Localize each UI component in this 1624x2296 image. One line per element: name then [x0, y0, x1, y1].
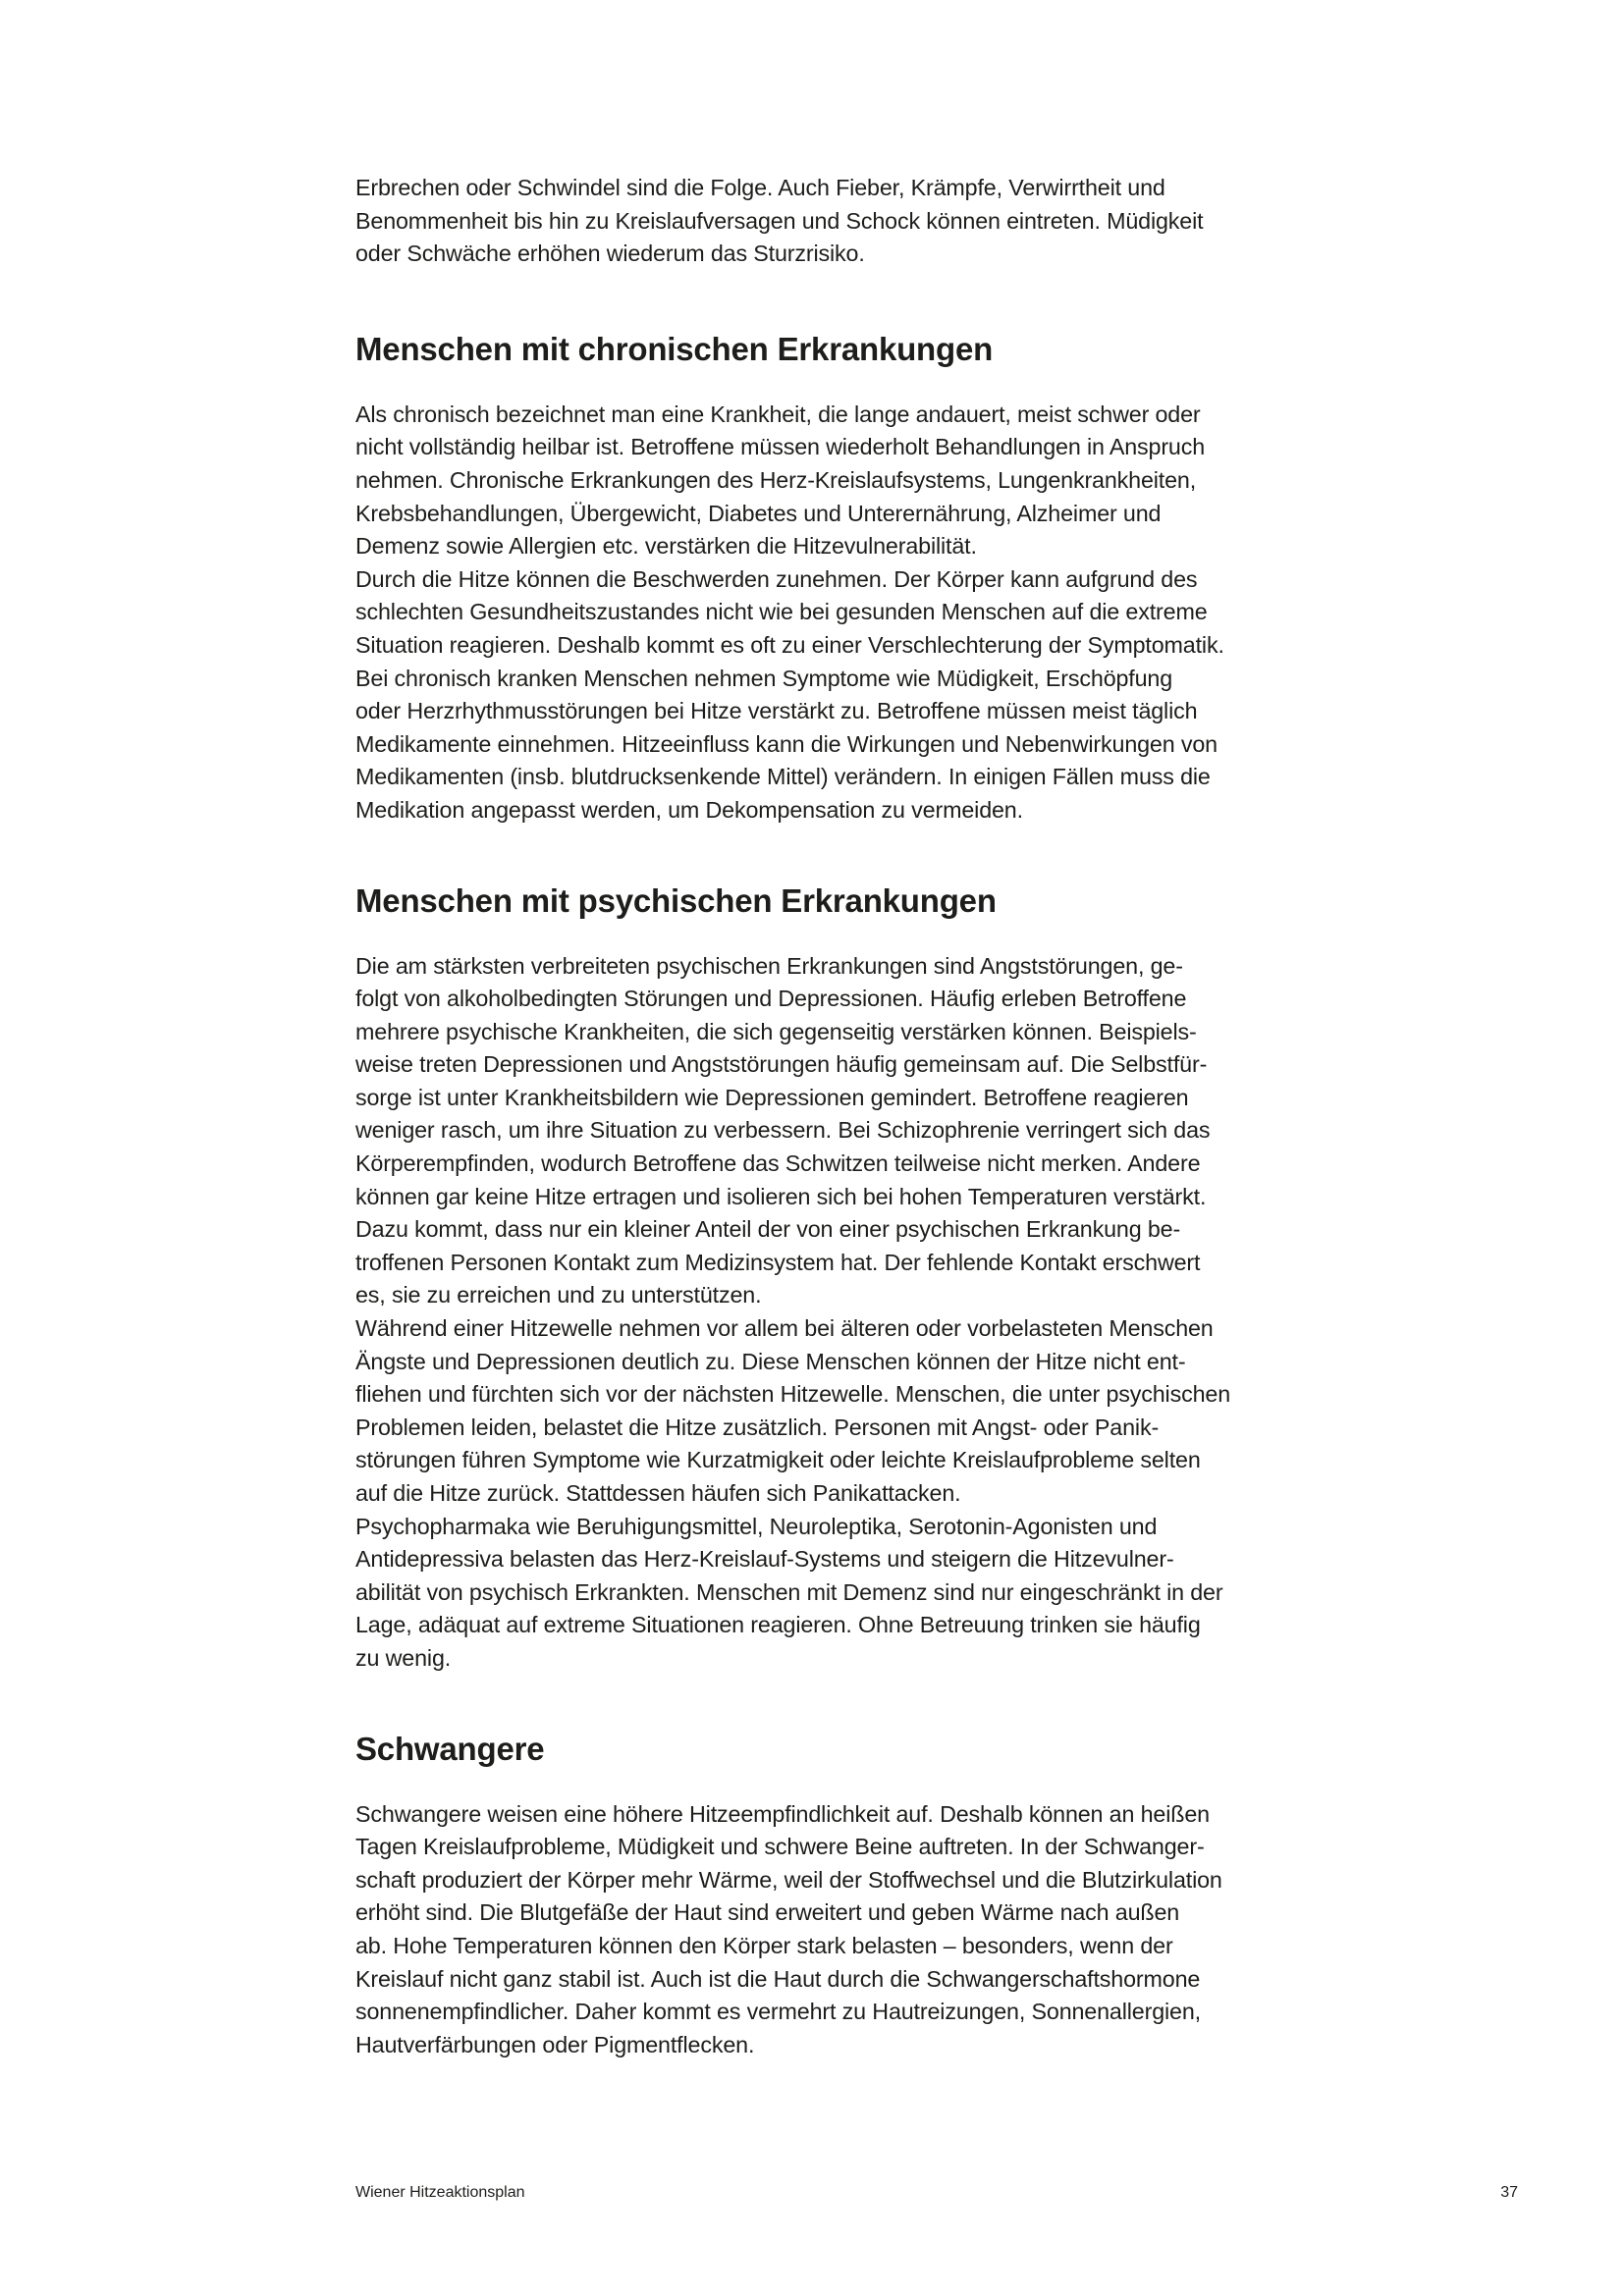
text-line: Problemen leiden, belastet die Hitze zusätzlich. Personen mit Angst- oder Panik-	[355, 1414, 1160, 1440]
text-line: Medikamente einnehmen. Hitzeeinfluss kann die Wirkungen und Nebenwirkungen von	[355, 730, 1218, 757]
section-title-chronic: Menschen mit chronischen Erkrankungen	[355, 330, 994, 367]
text-line: Bei chronisch kranken Menschen nehmen Symptome wie Müdigkeit, Erschöpfung	[355, 665, 1173, 691]
section-title-psychic: Menschen mit psychischen Erkrankungen	[355, 881, 997, 919]
text-line: störungen führen Symptome wie Kurzatmigkeit oder leichte Kreislaufprobleme selten	[355, 1447, 1201, 1473]
text-line: Erbrechen oder Schwindel sind die Folge. Auch Fieber, Krämpfe, Verwirrtheit und	[355, 175, 1165, 200]
text-line: schaft produziert der Körper mehr Wärme, weil der Stoffwechsel und die Blutzirkulation	[355, 1866, 1222, 1893]
text-line: ab. Hohe Temperaturen können den Körper stark belasten – besonders, wenn der	[355, 1932, 1173, 1958]
text-line: oder Schwäche erhöhen wiederum das Sturzrisiko.	[355, 240, 865, 267]
text-line: Tagen Kreislaufprobleme, Müdigkeit und schwere Beine auftreten. In der Schwanger-	[355, 1834, 1205, 1860]
text-line: nicht vollständig heilbar ist. Betroffene müssen wiederholt Behandlungen in Anspruch	[355, 434, 1206, 460]
text-line: fliehen und fürchten sich vor der nächsten Hitzewelle. Menschen, die unter psychischen	[355, 1381, 1231, 1408]
section-body-psychic	[355, 950, 1293, 1676]
text-line: auf die Hitze zurück. Stattdessen häufen sich Panikattacken.	[355, 1480, 961, 1506]
text-line: sonnenempfindlicher. Daher kommt es vermehrt zu Hautreizungen, Sonnenallergien,	[355, 1999, 1201, 2025]
text-line: Psychopharmaka wie Beruhigungsmittel, Neuroleptika, Serotonin-Agonisten und	[355, 1513, 1158, 1539]
footer-page-number: 37	[1500, 2184, 1518, 2201]
section-body-chronic	[355, 399, 1293, 828]
text-line: abilität von psychisch Erkrankten. Menschen mit Demenz sind nur eingeschränkt in der	[355, 1578, 1223, 1605]
text-line: Hautverfärbungen oder Pigmentflecken.	[355, 2031, 755, 2057]
text-line: Benommenheit bis hin zu Kreislaufversagen und Schock können eintreten. Müdigkeit	[355, 207, 1204, 234]
text-line: Schwangere weisen eine höhere Hitzeempfindlichkeit auf. Deshalb können an heißen	[355, 1800, 1210, 1827]
text-line: Medikamenten (insb. blutdrucksenkende Mittel) verändern. In einigen Fällen muss die	[355, 764, 1211, 790]
footer-document-title: Wiener Hitzeaktionsplan	[355, 2184, 525, 2201]
text-line: weise treten Depressionen und Angststörungen häufig gemeinsam auf. Die Selbstfür-	[355, 1051, 1208, 1078]
section-body-pregnant	[355, 1798, 1293, 2062]
text-line: oder Herzrhythmusstörungen bei Hitze verstärkt zu. Betroffene müssen meist täglich	[355, 698, 1198, 724]
text-line: Demenz sowie Allergien etc. verstärken die Hitzevulnerabilität.	[355, 533, 977, 560]
text-line: können gar keine Hitze ertragen und isolieren sich bei hohen Temperaturen verstärkt.	[355, 1183, 1207, 1209]
text-line: Ängste und Depressionen deutlich zu. Diese Menschen können der Hitze nicht ent-	[355, 1348, 1186, 1374]
text-line: Körperempfinden, wodurch Betroffene das Schwitzen teilweise nicht merken. Andere	[355, 1150, 1201, 1177]
text-line: es, sie zu erreichen und zu unterstützen.	[355, 1282, 762, 1308]
text-line: sorge ist unter Krankheitsbildern wie Depressionen gemindert. Betroffene reagieren	[355, 1084, 1189, 1110]
text-line: Antidepressiva belasten das Herz-Kreislauf-Systems und steigern die Hitzevulner-	[355, 1546, 1174, 1573]
text-line: Dazu kommt, dass nur ein kleiner Anteil der von einer psychischen Erkrankung be-	[355, 1216, 1181, 1243]
text-line: erhöht sind. Die Blutgefäße der Haut sind erweitert und geben Wärme nach außen	[355, 1899, 1180, 1926]
text-line: weniger rasch, um ihre Situation zu verbessern. Bei Schizophrenie verringert sich das	[355, 1117, 1211, 1144]
section-title-pregnant: Schwangere	[355, 1730, 545, 1767]
text-line: Lage, adäquat auf extreme Situationen reagieren. Ohne Betreuung trinken sie häufig	[355, 1612, 1201, 1638]
intro-paragraph	[355, 172, 1293, 271]
text-line: Während einer Hitzewelle nehmen vor allem bei älteren oder vorbelasteten Menschen	[355, 1315, 1214, 1342]
text-line: zu wenig.	[355, 1644, 452, 1671]
text-line: troffenen Personen Kontakt zum Medizinsystem hat. Der fehlende Kontakt erschwert	[355, 1249, 1201, 1275]
text-line: folgt von alkoholbedingten Störungen und Depressionen. Häufig erleben Betroffene	[355, 986, 1187, 1012]
text-line: Krebsbehandlungen, Übergewicht, Diabetes und Unterernährung, Alzheimer und	[355, 500, 1162, 526]
text-line: nehmen. Chronische Erkrankungen des Herz-Kreislaufsystems, Lungenkrankheiten,	[355, 466, 1197, 493]
text-line: mehrere psychische Krankheiten, die sich gegenseitig verstärken können. Beispiels-	[355, 1018, 1197, 1044]
text-line: Kreislauf nicht ganz stabil ist. Auch ist die Haut durch die Schwangerschaftshormone	[355, 1965, 1201, 1992]
text-line: Als chronisch bezeichnet man eine Krankheit, die lange andauert, meist schwer oder	[355, 400, 1201, 427]
page-content	[355, 172, 1293, 2061]
text-line: Medikation angepasst werden, um Dekompensation zu vermeiden.	[355, 796, 1023, 823]
text-line: schlechten Gesundheitszustandes nicht wie bei gesunden Menschen auf die extreme	[355, 599, 1208, 625]
text-line: Situation reagieren. Deshalb kommt es oft zu einer Verschlechterung der Symptomatik.	[355, 631, 1224, 658]
text-line: Die am stärksten verbreiteten psychischen Erkrankungen sind Angststörungen, ge-	[355, 952, 1183, 979]
text-line: Durch die Hitze können die Beschwerden zunehmen. Der Körper kann aufgrund des	[355, 565, 1198, 592]
